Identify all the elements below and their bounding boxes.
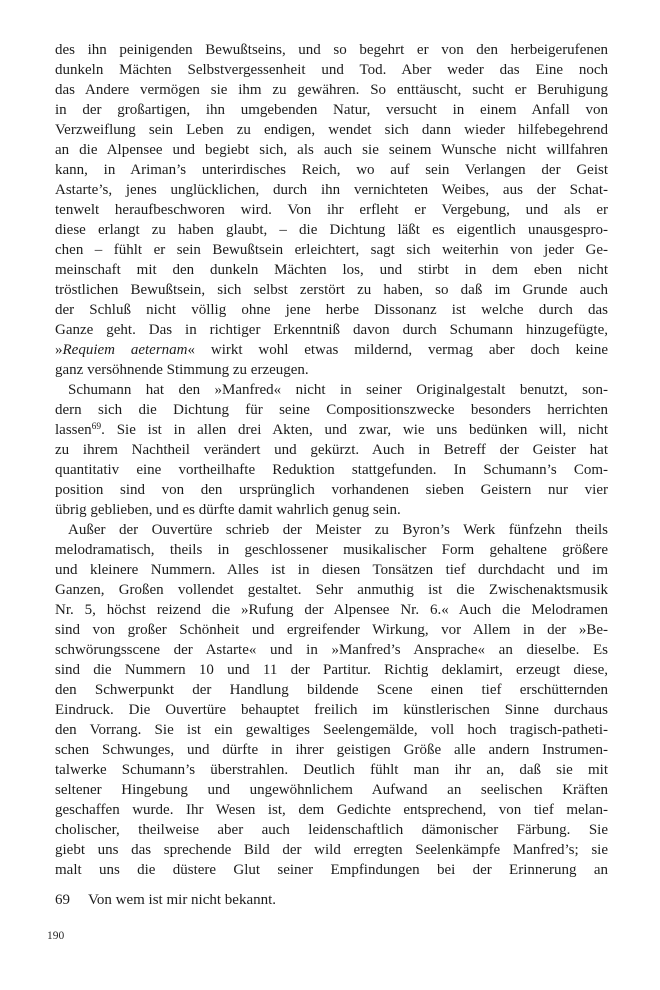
text-segment: der Schluß nicht völlig ohne jene herbe Dissonanz ist welche durch das [55,302,608,318]
text-line [55,440,608,460]
text-segment: den Vorrang. Sie ist ein gewaltiges Seelengemälde, voll hoch tragisch-patheti- [55,722,608,738]
text-segment: Ganze geht. Das in richtiger Erkenntniß davon durch Schumann hinzugefügte, [55,322,608,338]
text-line [55,100,608,120]
text-line [55,600,608,620]
text-segment: und kleinere Nummern. Alles ist in diesen Tonsätzen tief durchdacht und im [55,562,608,578]
text-segment: « wirkt wohl etwas mildernd, vermag aber doch keine [187,342,608,358]
text-line [55,360,608,380]
text-line [55,200,608,220]
text-line [55,260,608,280]
text-segment: Außer der Ouvertüre schrieb der Meister zu Byron’s Werk fünfzehn theils [68,522,608,538]
text-segment: des ihn peinigenden Bewußtseins, und so begehrt er von den herbeigerufenen [55,42,608,58]
text-segment: melodramatisch, theils in geschlossener musikalischer Form gehaltene größere [55,542,608,558]
text-line [55,340,608,360]
text-segment: Eindruck. Die Ouvertüre behauptet freilich im künstlerischen Sinne durchaus [55,702,608,718]
text-segment: quantitativ eine vortheilhafte Reduktion stattgefunden. In Schumann’s Com- [55,462,608,478]
text-segment: seltener Hingebung und ungewöhnlichem Aufwand an seelischen Kräften [55,782,608,798]
text-segment: schwörungsscene der Astarte« und in »Manfred’s Ansprache« an dieselbe. Es [55,642,608,658]
text-block [55,40,608,880]
text-line [55,800,608,820]
text-line [55,300,608,320]
text-segment: » [55,342,63,358]
text-segment: kann, in Ariman’s unterirdisches Reich, wo auf sein Verlangen der Geist [55,162,608,178]
text-line [55,120,608,140]
text-line [55,60,608,80]
text-line [55,720,608,740]
text-line [55,460,608,480]
text-line [55,400,608,420]
text-segment: cholischer, theilweise aber auch leidenschaftlich dämonischer Färbung. Sie [55,822,608,838]
text-segment: zu ihrem Nachtheil verändert und gekürzt. Auch in Betreff der Geister hat [55,442,608,458]
text-line [55,580,608,600]
footnote-number: 69 [55,892,70,908]
text-line [55,860,608,880]
text-segment: dern sich die Dichtung für seine Compositionszwecke besonders herrichten [55,402,608,418]
text-line [55,180,608,200]
text-segment: sind die Nummern 10 und 11 der Partitur. Richtig deklamirt, erzeugt diese, [55,662,608,678]
text-segment: diese erlangt zu haben glaubt, – die Dichtung läßt es eigentlich unausgespro- [55,222,608,238]
text-segment: das Andere vermögen sie ihm zu gewähren. So enttäuscht, sucht er Beruhigung [55,82,608,98]
italic-text: Requiem aeternam [62,342,188,358]
text-line [55,520,608,540]
page-number: 190 [47,930,65,942]
text-segment: an die Alpensee und begiebt sich, als auch sie seinem Wunsche nicht willfahren [55,142,608,158]
text-segment: chen – fühlt er sein Bewußtsein erleichtert, sagt sich weiterhin von jeder Ge- [55,242,608,258]
text-line [55,820,608,840]
text-line [55,160,608,180]
text-segment: Schumann hat den »Manfred« nicht in seiner Originalgestalt benutzt, son- [68,382,608,398]
paragraph [55,380,608,520]
text-line [55,380,608,400]
text-line [55,760,608,780]
text-segment: Verzweiflung sein Leben zu endigen, wendet sich dann wieder hilfebegehrend [55,122,608,138]
footnote [55,890,608,910]
text-line [55,240,608,260]
text-line [55,480,608,500]
text-line [55,660,608,680]
text-segment: meinschaft mit den dunkeln Mächten los, und stirbt in dem eben nicht [55,262,608,278]
text-line [55,500,608,520]
text-segment: Astarte’s, jenes unglücklichen, durch ihn vernichteten Weibes, aus der Schat- [55,182,608,198]
text-line [55,560,608,580]
text-segment: übrig geblieben, und es dürfte damit wahrlich genug sein. [55,502,401,518]
text-line [55,220,608,240]
text-segment: ganz versöhnende Stimmung zu erzeugen. [55,362,309,378]
text-segment: tröstlichen Bewußtsein, sich selbst zerstört zu haben, so daß im Grunde auch [55,282,608,298]
text-segment: . Sie ist in allen drei Akten, und zwar, wie uns bedünken will, nicht [101,422,608,438]
text-line [55,700,608,720]
text-segment: sind von großer Schönheit und ergreifender Wirkung, vor Allem in der »Be- [55,622,608,638]
text-line [55,40,608,60]
text-line [55,280,608,300]
text-line [55,140,608,160]
text-segment: talwerke Schumann’s überstrahlen. Deutlich fühlt man ihr an, daß sie mit [55,762,608,778]
text-line [55,320,608,340]
text-line [55,620,608,640]
text-segment: Nr. 5, höchst reizend die »Rufung der Alpensee Nr. 6.« Auch die Melodramen [55,602,608,618]
text-segment: den Schwerpunkt der Handlung bildende Scene einen tief erschütternden [55,682,608,698]
text-segment: geschaffen wurde. Ihr Wesen ist, dem Gedichte entsprechend, von tief melan- [55,802,608,818]
text-segment: position sind von den ursprünglich vorhandenen sieben Geistern nur vier [55,482,608,498]
text-line [55,540,608,560]
text-segment: giebt uns das sprechende Bild der wild erregten Seelenkämpfe Manfred’s; sie [55,842,608,858]
paragraph [55,40,608,380]
text-line [55,640,608,660]
text-line [55,840,608,860]
text-segment: schen Schwunges, und dürfte in ihrer geistigen Größe alle andern Instrumen- [55,742,608,758]
text-segment: tenwelt heraufbeschworen wird. Von ihr erfleht er Vergebung, und als er [55,202,608,218]
text-line [55,680,608,700]
text-segment: Ganzen, Großen vollendet gestaltet. Sehr anmuthig ist die Zwischenaktsmusik [55,582,608,598]
text-line [55,80,608,100]
footnote-ref: 69 [91,422,102,432]
text-segment: in der großartigen, ihn umgebenden Natur, versucht in einem Anfall von [55,102,608,118]
text-segment: dunkeln Mächten Selbstvergessenheit und Tod. Aber weder das Eine noch [55,62,608,78]
text-line [55,420,608,440]
footnote-text: Von wem ist mir nicht bekannt. [88,892,277,908]
text-line [55,740,608,760]
paragraph [55,520,608,880]
text-segment: lassen [55,422,92,438]
text-line [55,780,608,800]
text-segment: malt uns die düstere Glut seiner Empfindungen bei der Erinnerung an [55,862,608,878]
